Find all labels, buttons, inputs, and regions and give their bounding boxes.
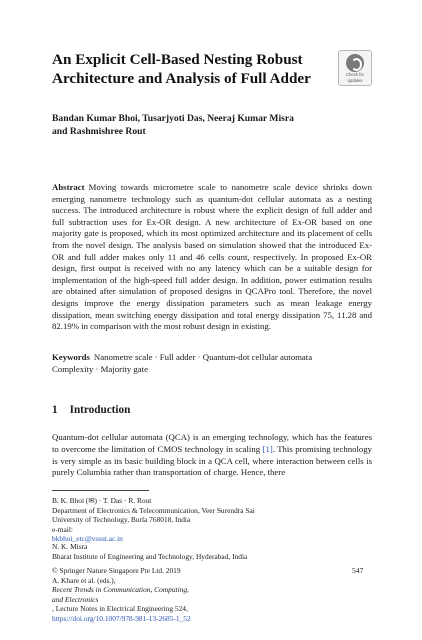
series-text: , Lecture Notes in Electrical Engineering 524, — [52, 604, 188, 614]
affil1-univ: University of Technology, Burla 768018, India — [52, 515, 191, 525]
author-list — [52, 113, 372, 138]
page-number: 547 — [352, 566, 364, 575]
doi-link[interactable]: https://doi.org/10.1007/978-981-13-2685-1_52 — [52, 613, 191, 623]
book-line-2 — [52, 595, 372, 614]
title-line-1: An Explicit Cell-Based Nesting Robust — [52, 51, 303, 68]
title-line-2: Architecture and Analysis of Full Adder — [52, 70, 311, 87]
abstract-label: Abstract — [52, 182, 85, 192]
book-line-1 — [52, 576, 372, 595]
intro-text-1: Quantum-dot cellular automata (QCA) is an emerging technology, which has the features to overcome the limitation of CMOS technology in scaling — [52, 432, 372, 454]
author-line-2: and Rashmishree Rout — [52, 125, 146, 137]
badge-text-1: Check for — [346, 72, 364, 77]
book-title-part-2: and Electronics — [52, 594, 99, 604]
book-title-part-1: Recent Trends in Communication, Computing, — [52, 585, 189, 595]
paper-title — [52, 50, 352, 88]
section-heading — [52, 404, 130, 416]
email-link[interactable]: bkbhoi_etc@vssut.ac.in — [52, 534, 123, 544]
abstract-text: Moving towards micrometre scale to nanometre scale device shrinks down emerging nanometre technology such as quantum-dot cellular automata as a nesting success. The introduced architecture is robust where the explicit design of full adder and full subtraction uses for Ex-OR design. A new architecture of Ex-OR based on one majority gate is proposed, which its most optimized architecture and its placement of cells from the novel design. The analysis based on simulation showed that the introduced Ex-OR and full adder makes only 11 and 46 cells count, respectively. In proposed Ex-OR design, first output is received with no any latency which can be a suitable design for implementation of the high-speed full adder design. In addition, power estimation results are obtained after simulation of proposed designs in QCAPro tool. Therefore, the novel designs improve the energy dissipation parameters such as mean leakage energy dissipation, mean switching energy dissipation and total energy dissipation 75, 11.28 and 82.19% in comparison with the most robust design in existing. — [52, 182, 372, 332]
section-title: Introduction — [69, 404, 131, 416]
keywords-label: Keywords — [52, 352, 90, 362]
affil2-inst: Bharat Institute of Engineering and Technology, Hyderabad, India — [52, 551, 248, 561]
affiliation-1 — [52, 496, 372, 544]
editors-text: A. Khare et al. (eds.), — [52, 575, 116, 585]
copyright-line: © Springer Nature Singapore Pte Ltd. 2019 — [52, 566, 181, 575]
affil1-names: B. K. Bhoi (✉) · T. Das · R. Rout — [52, 496, 152, 505]
affiliation-2 — [52, 542, 372, 561]
keywords-line-2: Complexity · Majority gate — [52, 363, 148, 374]
affil2-name: N. K. Misra — [52, 542, 88, 551]
email-label: e-mail: — [52, 524, 73, 534]
citation-link[interactable]: [1] — [262, 443, 273, 454]
copyright-block — [52, 566, 372, 624]
badge-text-2: updates — [347, 77, 363, 83]
keywords-block — [52, 352, 372, 375]
check-for-updates-badge[interactable] — [338, 50, 372, 86]
footnote-divider — [52, 490, 149, 491]
affil1-dept: Department of Electronics & Telecommunication, Veer Surendra Sai — [52, 505, 255, 515]
intro-paragraph — [52, 432, 372, 479]
intro-text-2: . This promising technology is very simple as its basic building block in a QCA cell, where interaction between cells is purely Columbia rather than transportation of charge. Hence, there — [52, 443, 373, 478]
abstract-block — [52, 182, 372, 333]
update-check-icon — [346, 54, 364, 72]
keywords-line-1: Nanometre scale · Full adder · Quantum-dot cellular automata — [93, 352, 313, 362]
author-line-1: Bandan Kumar Bhoi, Tusarjyoti Das, Neeraj Kumar Misra — [52, 113, 294, 124]
section-number: 1 — [52, 404, 58, 416]
